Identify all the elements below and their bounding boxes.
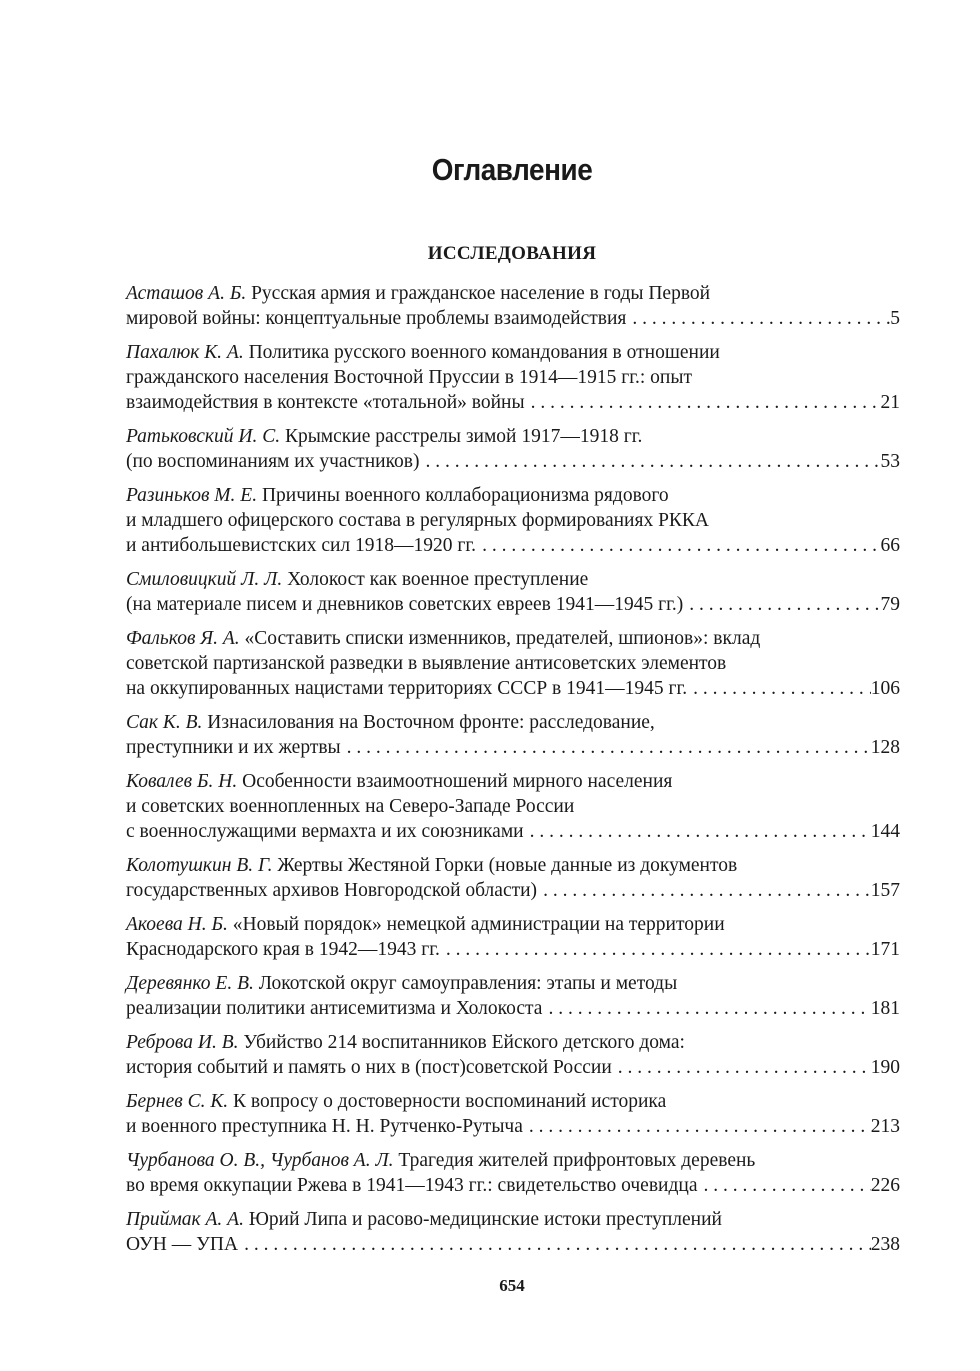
toc-entry-last-line [126,819,900,844]
toc-title-text: во время оккупации Ржева в 1941—1943 гг.: свидетельство очевидца [126,1175,698,1196]
toc-title-text: с военнослужащими вермахта и их союзниками [126,821,524,842]
toc-author: Фальков Я. А. [126,628,240,649]
toc-title-text: «Новый порядок» немецкой администрации на территории [232,914,725,935]
toc-author: Приймак А. А. [126,1209,244,1230]
toc-entry [126,567,900,617]
dot-leader [476,533,880,558]
dot-leader [683,592,880,617]
toc-page-number: 226 [870,1175,900,1196]
toc-title-text: Локотской округ самоуправления: этапы и методы [258,973,678,994]
toc-title-text: ОУН — УПА [126,1234,239,1255]
toc-entry [126,1089,900,1139]
toc-title-text: история событий и память о них в (пост)советской России [126,1057,612,1078]
toc-entry-line [126,281,900,306]
toc-title-text: мировой войны: концептуальные проблемы взаимодействия [126,308,627,329]
toc-title-text: Краснодарского края в 1942—1943 гг. [126,939,440,960]
toc-page-number: 181 [870,998,900,1019]
toc-entry-last-line [126,1114,900,1139]
toc-entry [126,424,900,474]
toc-author: Колотушкин В. Г. [126,855,273,876]
toc-entry-last-line [126,996,900,1021]
toc-page-number: 238 [870,1234,900,1255]
toc-entry-last-line [126,533,900,558]
toc-title-text: Особенности взаимоотношений мирного населения [242,771,673,792]
toc-page-number: 21 [880,392,900,413]
toc-entry-last-line [126,676,900,701]
toc-entry-line [126,1089,900,1114]
toc-author: Бернев С. К. [126,1091,229,1112]
toc-entry-line [126,508,900,533]
toc-entry [126,281,900,331]
toc-entry [126,1148,900,1198]
toc-entry-line [126,365,900,390]
toc-entry-last-line [126,878,900,903]
toc-author: Пахалюк К. А. [126,342,244,363]
toc-page-number: 106 [870,678,900,699]
toc-title-text: преступники и их жертвы [126,737,341,758]
toc-entry-line [126,424,900,449]
toc-author: Смиловицкий Л. Л. [126,569,283,590]
toc-entry-line [126,340,900,365]
toc-page-number: 190 [870,1057,900,1078]
toc-entry-line [126,567,900,592]
toc-title-text: Русская армия и гражданское население в годы Первой [251,283,711,304]
toc-entry [126,769,900,844]
toc-page-number: 128 [870,737,900,758]
toc-title-text: и антибольшевистских сил 1918—1920 гг. [126,535,477,556]
toc-entry-line [126,1030,900,1055]
toc-entry-line [126,1207,900,1232]
table-of-contents [126,281,900,1266]
toc-entry-last-line [126,306,900,331]
page-title: Оглавление [431,152,593,187]
toc-title-text: Убийство 214 воспитанников Ейского детского дома: [243,1032,685,1053]
page-number: 654 [499,1276,525,1295]
toc-page-number: 5 [890,308,900,329]
toc-title-text: и младшего офицерского состава в регулярных формированиях РККА [126,510,710,531]
toc-title-text: (на материале писем и дневников советских евреев 1941—1945 гг.) [126,594,684,615]
toc-title-text: и советских военнопленных на Северо-Западе России [126,796,575,817]
toc-page-number: 53 [880,451,900,472]
toc-entry [126,340,900,415]
dot-leader [542,996,870,1021]
toc-title-text: советской партизанской разведки в выявление антисоветских элементов [126,653,727,674]
toc-entry-last-line [126,390,900,415]
dot-leader [524,819,871,844]
toc-entry-last-line [126,1055,900,1080]
toc-entry [126,971,900,1021]
toc-author: Деревянко Е. В. [126,973,254,994]
toc-entry-last-line [126,1173,900,1198]
toc-author: Акоева Н. Б. [126,914,228,935]
dot-leader [626,306,890,331]
toc-author: Ковалев Б. Н. [126,771,238,792]
toc-author: Чурбанова О. В., Чурбанов А. Л. [126,1150,394,1171]
toc-title-text: на оккупированных нацистами территориях СССР в 1941—1945 гг. [126,678,688,699]
dot-leader [537,878,871,903]
toc-title-text: Трагедия жителей прифронтовых деревень [398,1150,756,1171]
toc-title-text: Жертвы Жестяной Горки (новые данные из документов [277,855,738,876]
toc-entry-line [126,912,900,937]
toc-title-text: и военного преступника Н. Н. Рутченко-Рутыча [126,1116,523,1137]
toc-entry-last-line [126,937,900,962]
toc-entry-line [126,794,900,819]
dot-leader [612,1055,871,1080]
toc-author: Сак К. В. [126,712,203,733]
toc-title-text: Крымские расстрелы зимой 1917—1918 гг. [284,426,643,447]
toc-page-number: 79 [880,594,900,615]
dot-leader [697,1173,870,1198]
toc-entry-line [126,853,900,878]
toc-title-text: (по воспоминаниям их участников) [126,451,420,472]
toc-entry-line [126,483,900,508]
toc-author: Асташов А. Б. [126,283,247,304]
toc-entry-line [126,710,900,735]
toc-author: Реброва И. В. [126,1032,239,1053]
dot-leader [523,1114,871,1139]
toc-entry-last-line [126,1232,900,1257]
toc-page-number: 157 [870,880,900,901]
toc-entry-line [126,769,900,794]
toc-title-text: Причины военного коллаборационизма рядового [261,485,669,506]
toc-author: Разиньков М. Е. [126,485,258,506]
toc-title-text: гражданского населения Восточной Пруссии в 1914—1915 гг.: опыт [126,367,692,388]
toc-page-number: 144 [870,821,900,842]
toc-entry-line [126,1148,900,1173]
toc-author: Ратьковский И. С. [126,426,281,447]
toc-page-number: 66 [880,535,900,556]
toc-page-number: 171 [870,939,900,960]
dot-leader [420,449,881,474]
toc-entry-last-line [126,449,900,474]
toc-title-text: Политика русского военного командования в отношении [248,342,720,363]
toc-title-text: Изнасилования на Восточном фронте: расследование, [207,712,655,733]
toc-entry [126,483,900,558]
dot-leader [440,937,871,962]
toc-title-text: Юрий Липа и расово-медицинские истоки преступлений [248,1209,722,1230]
toc-entry-line [126,626,900,651]
toc-entry-last-line [126,592,900,617]
toc-entry [126,1207,900,1257]
toc-entry [126,853,900,903]
toc-title-text: реализации политики антисемитизма и Холокоста [126,998,543,1019]
dot-leader [525,390,881,415]
toc-title-text: взаимодействия в контексте «тотальной» войны [126,392,525,413]
toc-entry-last-line [126,735,900,760]
toc-title-text: государственных архивов Новгородской области) [126,880,538,901]
toc-title-text: «Составить списки изменников, предателей, шпионов»: вклад [244,628,761,649]
toc-entry-line [126,651,900,676]
toc-entry [126,912,900,962]
toc-entry [126,626,900,701]
toc-entry [126,710,900,760]
dot-leader [341,735,871,760]
toc-entry [126,1030,900,1080]
toc-title-text: К вопросу о достоверности воспоминаний историка [233,1091,667,1112]
dot-leader [687,676,871,701]
toc-entry-line [126,971,900,996]
section-heading: ИССЛЕДОВАНИЯ [427,243,597,264]
toc-title-text: Холокост как военное преступление [287,569,589,590]
toc-page-number: 213 [870,1116,900,1137]
dot-leader [238,1232,871,1257]
